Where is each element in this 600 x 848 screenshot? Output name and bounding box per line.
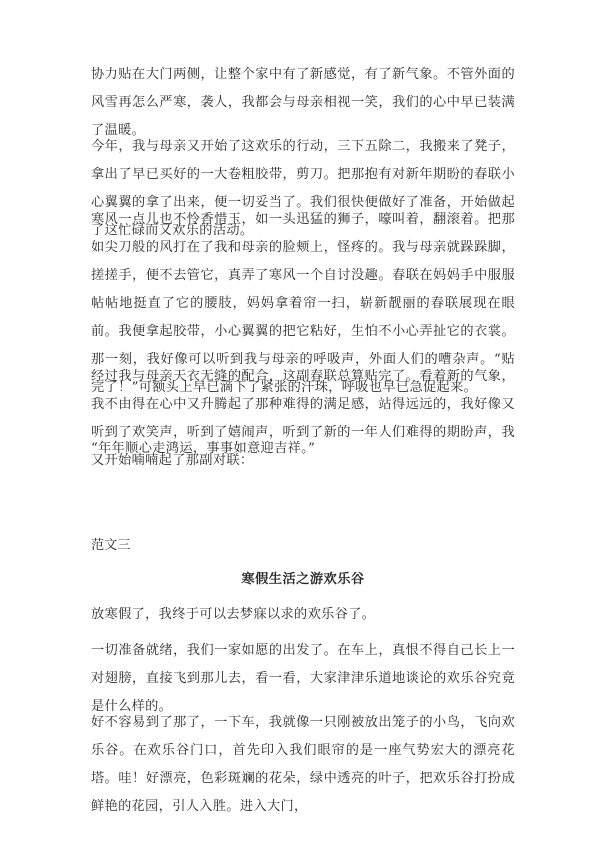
paragraph-preparation: 今年，我与母亲又开始了这欢乐的行动，三下五除二，我搬来了凳子，拿出了早已买好的一大卷粗胶带，剪刀。把那抱有对新年期盼的春联小心翼翼的拿了出来，便一切妥当了。我们很快便做好了准备，开始做起了这忙碌而又欢乐的活动。 [91, 139, 515, 238]
paragraph-completion: 经过我与母亲天衣无缝的配合，这副春联总算贴完了。看着新的气象，我不由得在心中又升腾起了那种难得的满足感，站得远远的，我好像又听到了欢笑声，听到了嬉闹声，听到了新的一年人们难得的期盼声，我又开始喃喃起了那副对联： [91, 369, 515, 468]
paragraph-door-couplets: 协力贴在大门两侧，让整个家中有了新感觉，有了新气象。不管外面的风雪再怎么严寒，袭人，我都会与母亲相视一笑，我们的心中早已装满了温暖。 [91, 67, 515, 138]
paragraph-cold-wind: 寒风一点儿也不怜香惜玉，如一头迅猛的狮子，嚎叫着，翻滚着。把那如尖刀般的风打在了我和母亲的脸颊上，怪疼的。我与母亲就跺跺脚，搓搓手，便不去管它，真弄了寒风一个自讨没趣。春联在妈妈手中服服帖帖地挺直了它的腰肢，妈妈拿着帘一扫，崭新靓丽的春联展现在眼前。我便拿起胶带，小心翼翼的把它粘好，生怕不小心弄扯它的衣裳。那一刻，我好像可以听到我与母亲的呼吸声，外面人们的嘈杂声。“贴完了！”可额头上早已滴下了紧张的汗珠，呼吸也早已急促起来。 [91, 212, 515, 395]
section-label: 范文三 [91, 538, 131, 553]
paragraph-winter-break: 放寒假了，我终于可以去梦寐以求的欢乐谷了。 [91, 607, 376, 622]
essay-title: 寒假生活之游欢乐谷 [241, 572, 365, 587]
paragraph-arrival: 好不容易到了那了，一下车，我就像一只刚被放出笼子的小鸟，飞向欢乐谷。在欢乐谷门口，首先印入我们眼帘的是一座气势宏大的漂亮花塔。哇！好漂亮，色彩斑斓的花朵，绿中透亮的叶子，把欢乐谷打扮成鲜艳的花园，引人入胜。进入大门， [91, 715, 515, 814]
paragraph-couplet-quote: “年年顺心走鸿运，事事如意迎吉祥。” [91, 441, 316, 456]
paragraph-departure: 一切准备就绪，我们一家如愿的出发了。在车上，真恨不得自己长上一对翅膀，直接飞到那儿去，看一看，大家津津乐道地谈论的欢乐谷究竟是什么样的。 [91, 643, 515, 714]
